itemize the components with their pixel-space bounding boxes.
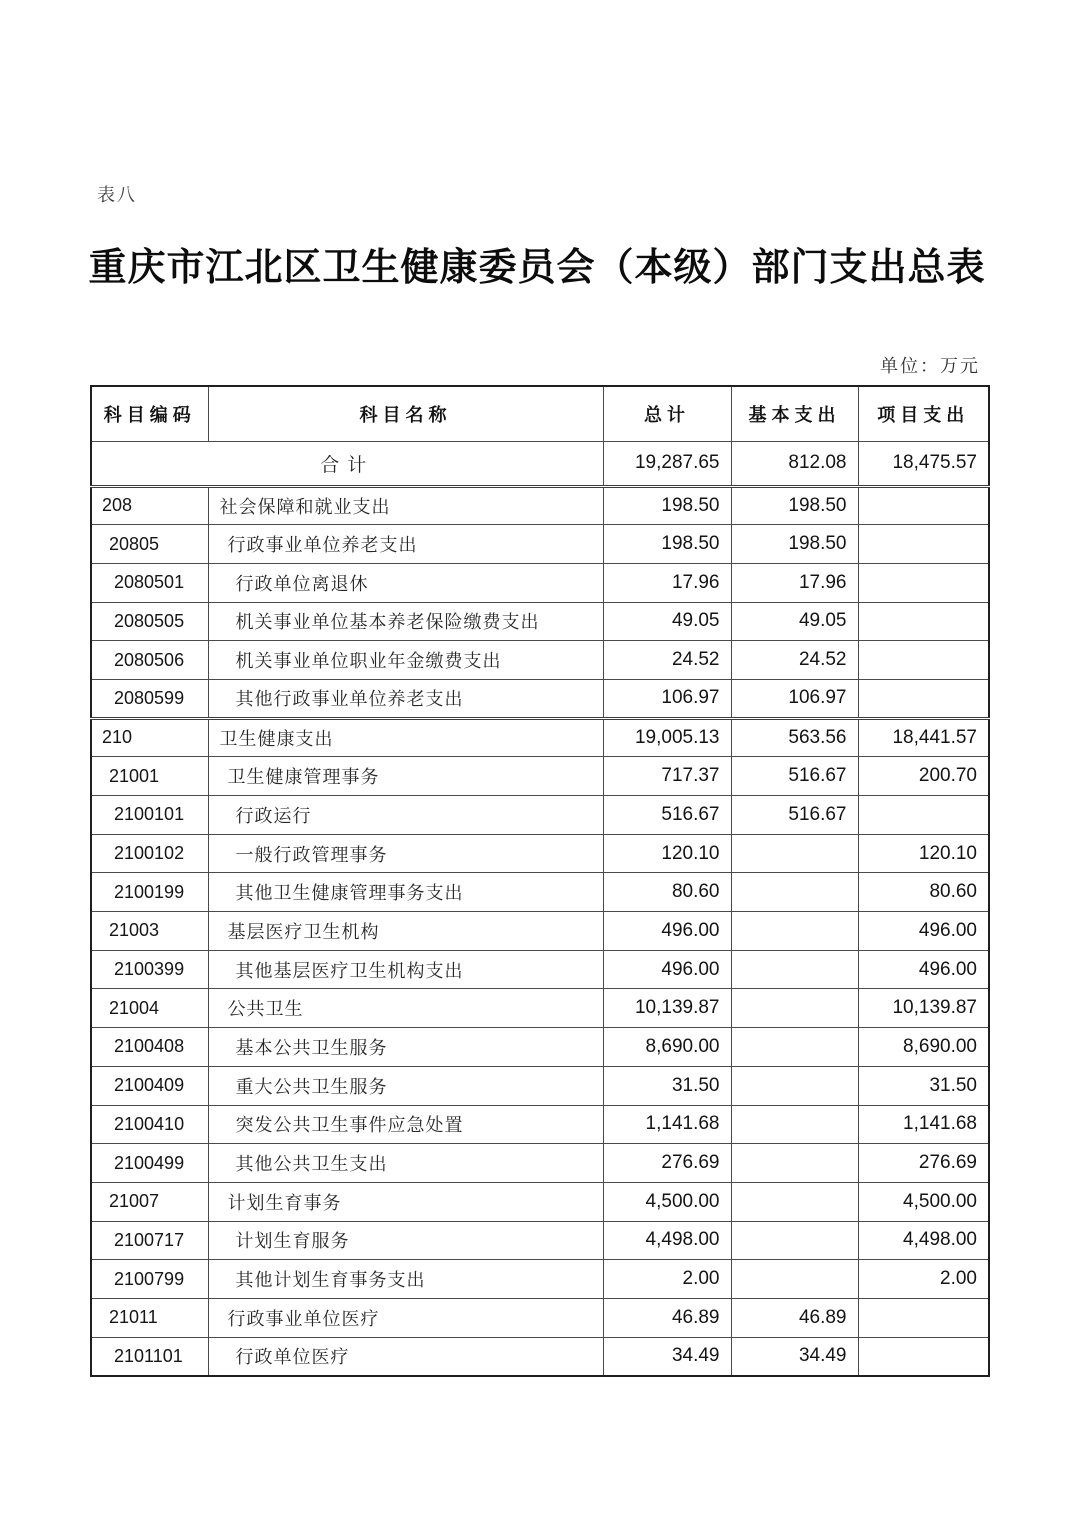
subject-name-cell: 卫生健康支出	[208, 718, 603, 757]
total-cell: 106.97	[603, 679, 731, 718]
subject-name-cell: 突发公共卫生事件应急处置	[208, 1105, 603, 1144]
subject-name-cell: 行政事业单位医疗	[208, 1298, 603, 1337]
project-cell: 10,139.87	[858, 989, 989, 1028]
project-cell	[858, 1298, 989, 1337]
project-cell: 120.10	[858, 834, 989, 873]
grand-total-project-cell: 18,475.57	[858, 441, 989, 486]
basic-cell: 516.67	[731, 796, 858, 835]
project-cell: 80.60	[858, 873, 989, 912]
subject-name-cell: 一般行政管理事务	[208, 834, 603, 873]
subject-name-cell: 其他公共卫生支出	[208, 1144, 603, 1183]
basic-cell	[731, 1028, 858, 1067]
total-cell: 10,139.87	[603, 989, 731, 1028]
table-row	[91, 1028, 989, 1067]
project-cell	[858, 1337, 989, 1376]
total-cell: 2.00	[603, 1260, 731, 1299]
subject-code-cell: 21011	[91, 1298, 208, 1337]
total-cell: 496.00	[603, 912, 731, 951]
subject-code-cell: 2080599	[91, 679, 208, 718]
basic-cell: 17.96	[731, 563, 858, 602]
subject-name-cell: 机关事业单位职业年金缴费支出	[208, 641, 603, 680]
table-row	[91, 873, 989, 912]
table-row	[91, 486, 989, 525]
basic-cell	[731, 1182, 858, 1221]
table-row	[91, 718, 989, 757]
subject-code-cell: 2100409	[91, 1066, 208, 1105]
table-row	[91, 989, 989, 1028]
project-cell	[858, 486, 989, 525]
basic-cell	[731, 950, 858, 989]
table-row	[91, 757, 989, 796]
header-row	[91, 386, 989, 441]
subject-name-cell: 其他行政事业单位养老支出	[208, 679, 603, 718]
project-cell	[858, 602, 989, 641]
basic-cell: 198.50	[731, 525, 858, 564]
table-row	[91, 912, 989, 951]
basic-cell	[731, 873, 858, 912]
project-cell: 4,498.00	[858, 1221, 989, 1260]
table-row	[91, 1105, 989, 1144]
table-number-label: 表八	[97, 185, 137, 205]
basic-cell	[731, 1260, 858, 1299]
subject-name-cell: 基层医疗卫生机构	[208, 912, 603, 951]
subject-code-cell: 2080501	[91, 563, 208, 602]
total-cell: 19,005.13	[603, 718, 731, 757]
project-cell	[858, 796, 989, 835]
project-cell	[858, 679, 989, 718]
subject-code-cell: 20805	[91, 525, 208, 564]
project-cell: 1,141.68	[858, 1105, 989, 1144]
total-cell: 80.60	[603, 873, 731, 912]
col-header-subject-name: 科目名称	[208, 386, 603, 441]
table-row	[91, 641, 989, 680]
table-row	[91, 1260, 989, 1299]
subject-name-cell: 社会保障和就业支出	[208, 486, 603, 525]
basic-cell: 198.50	[731, 486, 858, 525]
subject-name-cell: 行政事业单位养老支出	[208, 525, 603, 564]
table-row	[91, 1221, 989, 1260]
subject-code-cell: 2100102	[91, 834, 208, 873]
subject-code-cell: 2100408	[91, 1028, 208, 1067]
basic-cell: 24.52	[731, 641, 858, 680]
table-row	[91, 525, 989, 564]
total-cell: 516.67	[603, 796, 731, 835]
basic-cell	[731, 989, 858, 1028]
basic-cell: 34.49	[731, 1337, 858, 1376]
subject-code-cell: 2100199	[91, 873, 208, 912]
table-row	[91, 1337, 989, 1376]
total-cell: 496.00	[603, 950, 731, 989]
table-row	[91, 796, 989, 835]
subject-name-cell: 其他卫生健康管理事务支出	[208, 873, 603, 912]
subject-code-cell: 21001	[91, 757, 208, 796]
basic-cell: 49.05	[731, 602, 858, 641]
subject-code-cell: 2080505	[91, 602, 208, 641]
total-cell: 46.89	[603, 1298, 731, 1337]
subject-code-cell: 210	[91, 718, 208, 757]
project-cell: 200.70	[858, 757, 989, 796]
subject-code-cell: 2100101	[91, 796, 208, 835]
project-cell: 496.00	[858, 950, 989, 989]
subject-name-cell: 基本公共卫生服务	[208, 1028, 603, 1067]
total-cell: 276.69	[603, 1144, 731, 1183]
basic-cell	[731, 912, 858, 951]
grand-total-total-cell: 19,287.65	[603, 441, 731, 486]
basic-cell	[731, 1221, 858, 1260]
table-row	[91, 679, 989, 718]
subject-code-cell: 2080506	[91, 641, 208, 680]
expenditure-table	[90, 385, 990, 1377]
project-cell: 18,441.57	[858, 718, 989, 757]
project-cell: 4,500.00	[858, 1182, 989, 1221]
basic-cell: 563.56	[731, 718, 858, 757]
total-cell: 8,690.00	[603, 1028, 731, 1067]
subject-name-cell: 重大公共卫生服务	[208, 1066, 603, 1105]
project-cell	[858, 641, 989, 680]
project-cell: 31.50	[858, 1066, 989, 1105]
col-header-total: 总计	[603, 386, 731, 441]
subject-code-cell: 2101101	[91, 1337, 208, 1376]
total-cell: 4,500.00	[603, 1182, 731, 1221]
project-cell	[858, 525, 989, 564]
basic-cell	[731, 1066, 858, 1105]
project-cell: 2.00	[858, 1260, 989, 1299]
col-header-subject-code: 科目编码	[91, 386, 208, 441]
subject-code-cell: 2100399	[91, 950, 208, 989]
subject-code-cell: 2100717	[91, 1221, 208, 1260]
table-row	[91, 563, 989, 602]
basic-cell: 516.67	[731, 757, 858, 796]
unit-note: 单位：万元	[880, 356, 980, 376]
project-cell: 8,690.00	[858, 1028, 989, 1067]
subject-code-cell: 21007	[91, 1182, 208, 1221]
subject-code-cell: 21004	[91, 989, 208, 1028]
grand-total-row	[91, 441, 989, 486]
total-cell: 24.52	[603, 641, 731, 680]
table-row	[91, 1182, 989, 1221]
basic-cell	[731, 1144, 858, 1183]
basic-cell: 106.97	[731, 679, 858, 718]
project-cell: 496.00	[858, 912, 989, 951]
subject-name-cell: 行政运行	[208, 796, 603, 835]
col-header-basic: 基本支出	[731, 386, 858, 441]
total-cell: 198.50	[603, 525, 731, 564]
subject-code-cell: 21003	[91, 912, 208, 951]
grand-total-label: 合计	[91, 441, 603, 486]
table-row	[91, 602, 989, 641]
total-cell: 34.49	[603, 1337, 731, 1376]
basic-cell	[731, 834, 858, 873]
total-cell: 17.96	[603, 563, 731, 602]
subject-name-cell: 其他基层医疗卫生机构支出	[208, 950, 603, 989]
subject-name-cell: 公共卫生	[208, 989, 603, 1028]
subject-code-cell: 2100499	[91, 1144, 208, 1183]
basic-cell: 46.89	[731, 1298, 858, 1337]
total-cell: 49.05	[603, 602, 731, 641]
subject-name-cell: 行政单位离退休	[208, 563, 603, 602]
total-cell: 4,498.00	[603, 1221, 731, 1260]
subject-code-cell: 2100410	[91, 1105, 208, 1144]
project-cell	[858, 563, 989, 602]
subject-code-cell: 208	[91, 486, 208, 525]
subject-code-cell: 2100799	[91, 1260, 208, 1299]
page-title: 重庆市江北区卫生健康委员会（本级）部门支出总表	[88, 247, 986, 289]
total-cell: 717.37	[603, 757, 731, 796]
subject-name-cell: 机关事业单位基本养老保险缴费支出	[208, 602, 603, 641]
subject-name-cell: 行政单位医疗	[208, 1337, 603, 1376]
subject-name-cell: 其他计划生育事务支出	[208, 1260, 603, 1299]
grand-total-basic-cell: 812.08	[731, 441, 858, 486]
total-cell: 1,141.68	[603, 1105, 731, 1144]
subject-name-cell: 计划生育事务	[208, 1182, 603, 1221]
subject-name-cell: 计划生育服务	[208, 1221, 603, 1260]
total-cell: 198.50	[603, 486, 731, 525]
table-row	[91, 1066, 989, 1105]
project-cell: 276.69	[858, 1144, 989, 1183]
table-row	[91, 834, 989, 873]
subject-name-cell: 卫生健康管理事务	[208, 757, 603, 796]
basic-cell	[731, 1105, 858, 1144]
table-row	[91, 1144, 989, 1183]
col-header-project: 项目支出	[858, 386, 989, 441]
table-row	[91, 950, 989, 989]
table-row	[91, 1298, 989, 1337]
total-cell: 120.10	[603, 834, 731, 873]
total-cell: 31.50	[603, 1066, 731, 1105]
